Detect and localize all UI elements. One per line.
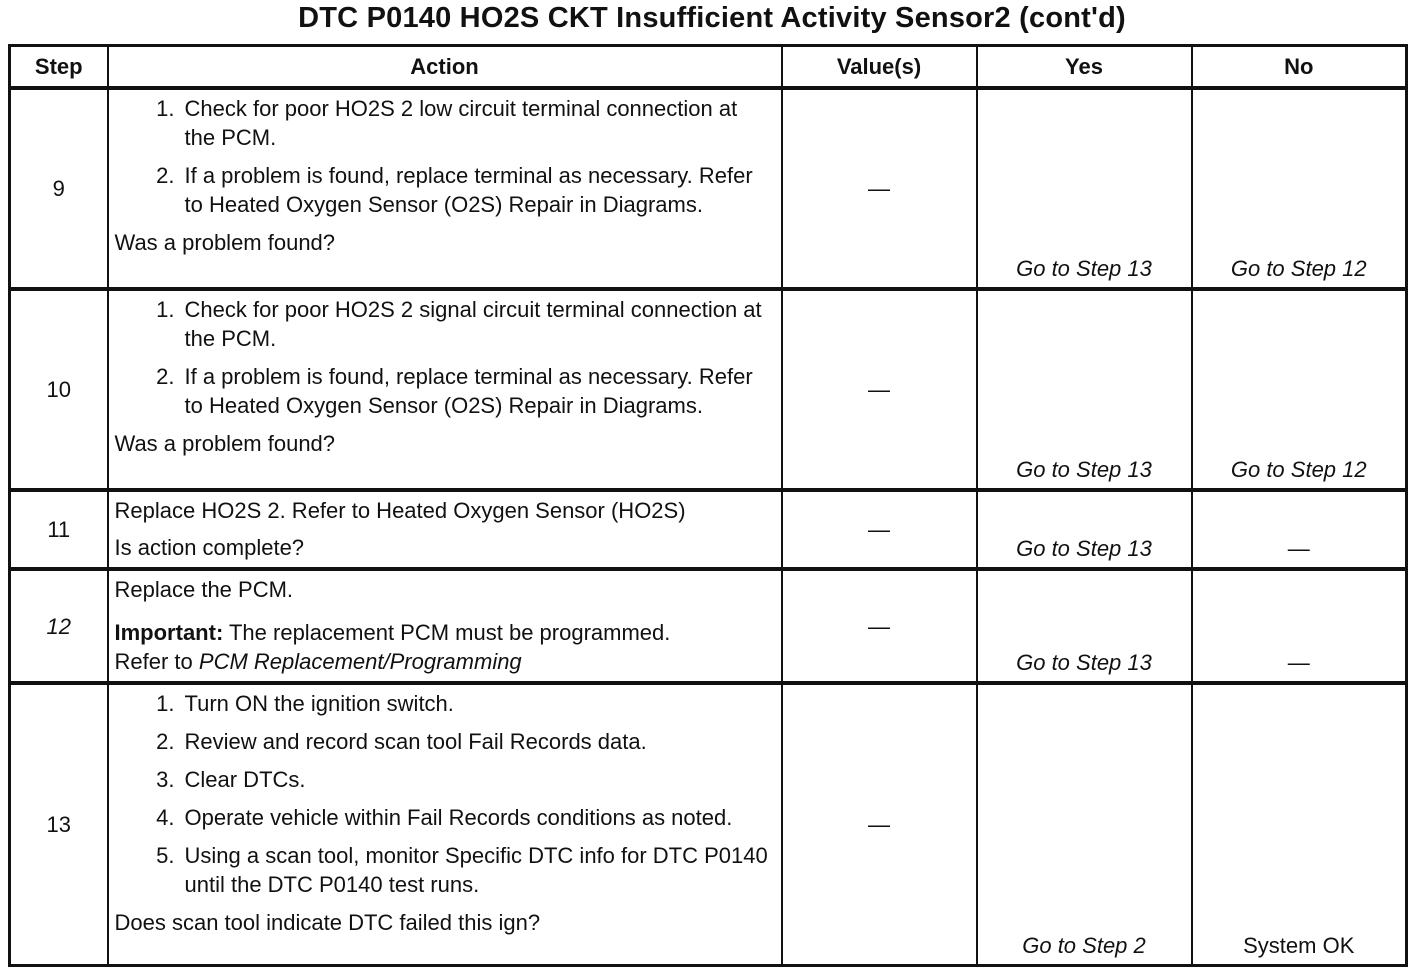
no-goto: Go to Step 12 — [1230, 256, 1367, 281]
list-item: 2. If a problem is found, replace terminal as necessary. Refer to Heated Oxygen Sensor (O2S) Repair in Diagrams. — [156, 364, 753, 418]
no-dash: — — [1287, 650, 1310, 675]
no-dash: — — [1287, 536, 1310, 561]
table-row — [10, 289, 1407, 490]
step-number: 11 — [10, 490, 108, 569]
header-step: Step — [10, 46, 108, 89]
refer-prefix: Refer to — [114, 649, 193, 674]
value-cell: — — [782, 490, 977, 569]
no-cell — [1192, 289, 1407, 490]
yes-cell — [977, 683, 1192, 965]
yes-goto: Go to Step 2 — [1022, 932, 1146, 958]
yes-goto: Go to Step 13 — [1016, 536, 1152, 561]
list-item: 4. Operate vehicle within Fail Records conditions as noted. — [156, 805, 733, 830]
refer-link[interactable]: PCM Replacement/Programming — [198, 649, 522, 674]
header-no: No — [1192, 46, 1407, 89]
page-title: DTC P0140 HO2S CKT Insufficient Activity Sensor2 (cont'd) — [298, 2, 1126, 34]
yes-goto: Go to Step 13 — [1016, 650, 1152, 675]
header-yes: Yes — [977, 46, 1192, 89]
action-cell — [108, 683, 782, 965]
important-text: The replacement PCM must be programmed. — [228, 620, 671, 645]
no-cell — [1192, 490, 1407, 569]
action-question: Does scan tool indicate DTC failed this ign? — [114, 910, 541, 935]
yes-cell — [977, 569, 1192, 683]
action-list — [115, 94, 769, 219]
list-item: 1. Check for poor HO2S 2 low circuit terminal connection at the PCM. — [156, 96, 738, 150]
action-question: Was a problem found? — [114, 230, 336, 255]
refer-line — [115, 647, 769, 676]
step-number: 12 — [10, 569, 108, 683]
no-result: System OK — [1243, 932, 1355, 958]
action-cell — [108, 88, 782, 289]
step-number: 13 — [10, 683, 108, 965]
list-item: 1. Turn ON the ignition switch. — [156, 691, 454, 716]
list-item: 2. If a problem is found, replace terminal as necessary. Refer to Heated Oxygen Sensor (O2S) Repair in Diagrams. — [156, 163, 753, 217]
no-cell — [1192, 683, 1407, 965]
no-goto: Go to Step 12 — [1230, 457, 1367, 482]
action-cell — [108, 289, 782, 490]
action-question: Is action complete? — [114, 535, 305, 560]
important-note — [115, 618, 769, 647]
action-list — [115, 295, 769, 420]
action-list — [115, 689, 769, 899]
value-cell: — — [782, 289, 977, 490]
table-row — [10, 569, 1407, 683]
diagnostic-table — [8, 44, 1408, 967]
action-text: Replace the PCM. — [114, 577, 294, 602]
list-item: 3. Clear DTCs. — [156, 767, 306, 792]
yes-goto: Go to Step 13 — [1016, 457, 1152, 482]
no-cell — [1192, 88, 1407, 289]
important-label: Important: — [114, 620, 224, 645]
yes-cell — [977, 289, 1192, 490]
table-row — [10, 88, 1407, 289]
list-item: 2. Review and record scan tool Fail Records data. — [156, 729, 647, 754]
action-cell — [108, 569, 782, 683]
step-number: 10 — [10, 289, 108, 490]
value-cell: — — [782, 88, 977, 289]
table-row — [10, 683, 1407, 965]
list-item: 1. Check for poor HO2S 2 signal circuit terminal connection at the PCM. — [156, 297, 762, 351]
step-number: 9 — [10, 88, 108, 289]
header-values: Value(s) — [782, 46, 977, 89]
yes-cell — [977, 88, 1192, 289]
table-header-row — [10, 46, 1407, 89]
action-text: Replace HO2S 2. Refer to Heated Oxygen Sensor (HO2S) — [114, 498, 686, 523]
yes-goto: Go to Step 13 — [1016, 256, 1152, 281]
action-cell — [108, 490, 782, 569]
yes-cell — [977, 490, 1192, 569]
list-item: 5. Using a scan tool, monitor Specific DTC info for DTC P0140 until the DTC P0140 test runs. — [156, 843, 768, 897]
header-action: Action — [108, 46, 782, 89]
value-cell: — — [782, 683, 977, 965]
action-question: Was a problem found? — [114, 431, 336, 456]
table-row — [10, 490, 1407, 569]
no-cell — [1192, 569, 1407, 683]
value-cell: — — [782, 569, 977, 683]
